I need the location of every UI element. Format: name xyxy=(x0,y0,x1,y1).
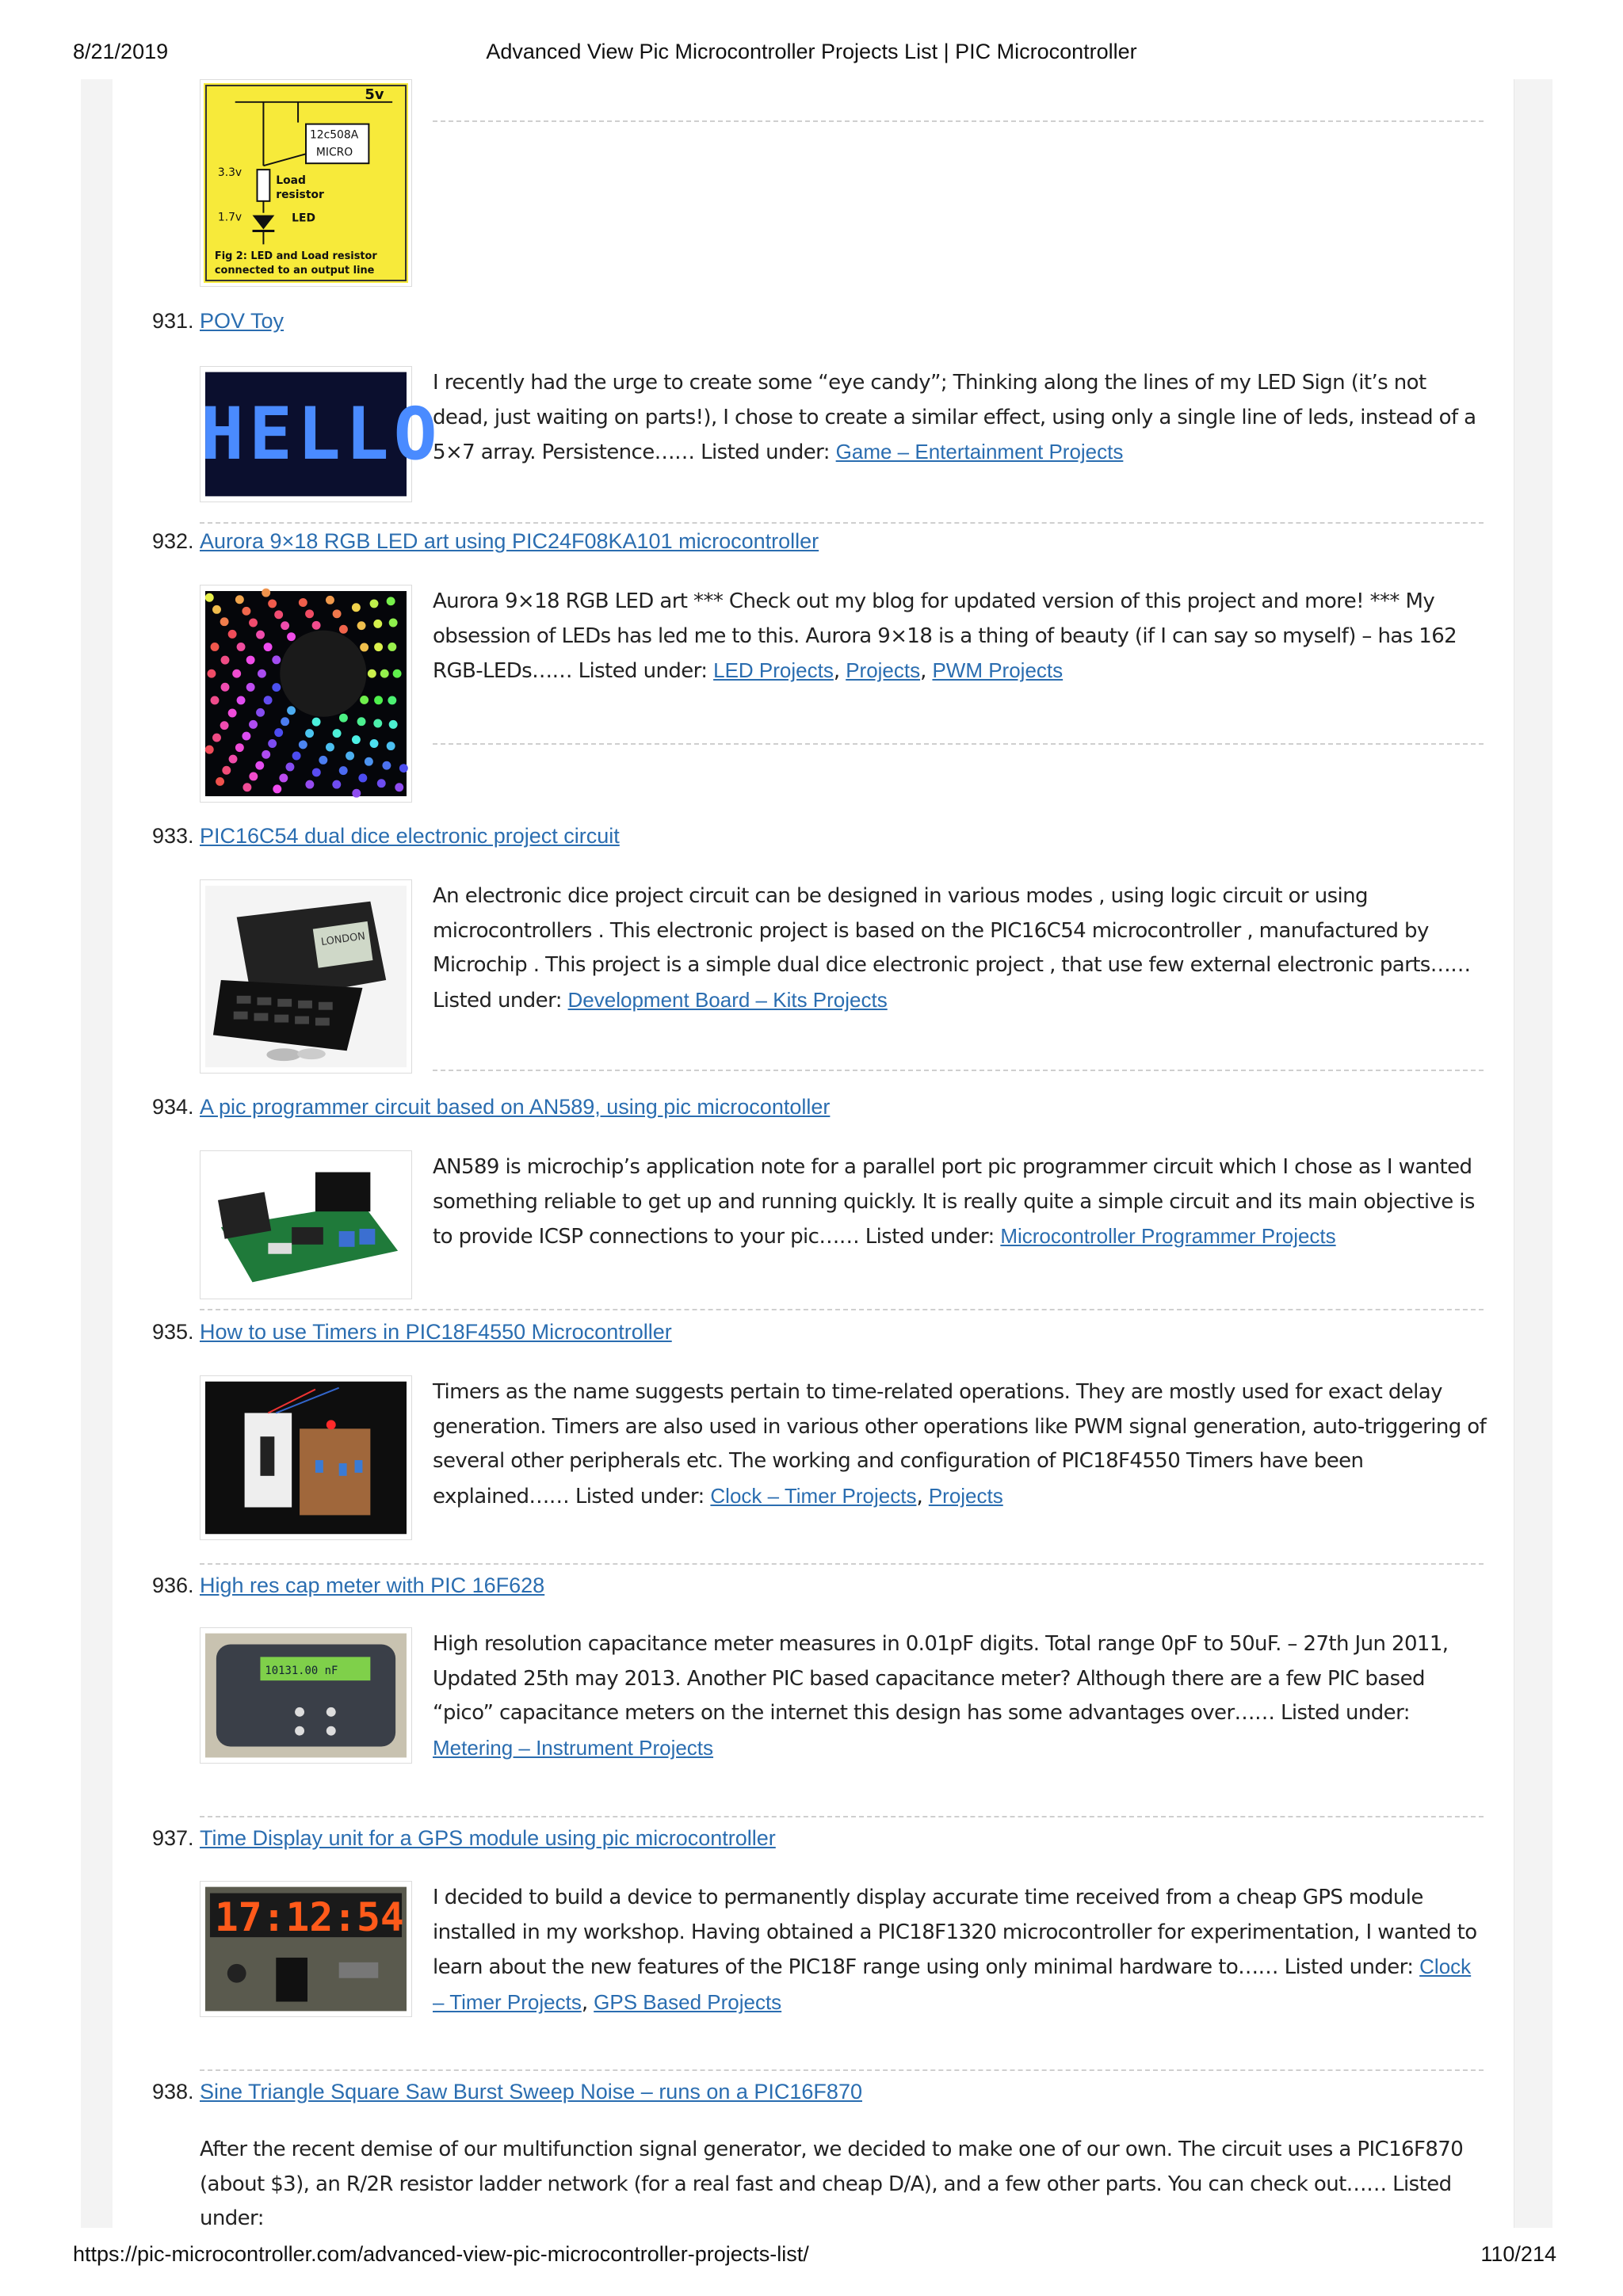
aurora-led-dot xyxy=(395,783,403,791)
aurora-led-dot xyxy=(216,777,224,786)
led-label: LED xyxy=(292,212,315,225)
category-link[interactable]: Development Board – Kits Projects xyxy=(567,987,888,1012)
aurora-led-dot xyxy=(399,764,408,772)
print-url: https://pic-microcontroller.com/advanced-view-pic-microcontroller-projects-list/ xyxy=(73,2242,809,2266)
aurora-led-dot xyxy=(228,709,237,718)
voltage-1v7-label: 1.7v xyxy=(217,211,242,224)
voltage-5v-label: 5v xyxy=(365,86,384,103)
resistor-label: resistor xyxy=(276,188,324,201)
aurora-led-dot xyxy=(232,669,241,678)
aurora-led-dot xyxy=(222,766,231,775)
aurora-led-dot xyxy=(360,696,369,704)
page-number: 110/214 xyxy=(1480,2242,1556,2266)
separator xyxy=(433,743,1484,745)
aurora-led-dot xyxy=(312,718,321,727)
voltage-3v3-label: 3.3v xyxy=(217,166,242,180)
aurora-led-dot xyxy=(258,669,266,678)
pic-programmer-thumbnail[interactable] xyxy=(200,1150,412,1299)
aurora-led-dot xyxy=(274,610,283,619)
aurora-led-dot xyxy=(389,619,398,627)
diagram-caption-1: Fig 2: LED and Load resistor xyxy=(214,250,377,263)
entry-description: I decided to build a device to permanently display accurate time received from a cheap GPS module installed in my workshop. Having obtained a PIC18F1320 microcontroller for experimentation, I wanted to learn about the new features of the PIC18F range using only minimal hardware to…… Listed under: Clock – Timer Projects, GPS Based Projects xyxy=(433,1886,1477,2015)
aurora-led-dot xyxy=(264,643,273,651)
category-link[interactable]: GPS Based Projects xyxy=(594,1989,782,2014)
entry-description: I recently had the urge to create some “eye candy”; Thinking along the lines of my LED Sign (it’s not dead, just waiting on parts!), I chose to create a similar effect, using only a single line of leds, instead of a 5×7 array. Persistence…… Listed under: Game – Entertainment Projects xyxy=(433,371,1476,464)
entry-description: After the recent demise of our multifunction signal generator, we decided to make one of our own. The circuit uses a PIC16F870 (about $3), an R/2R resistor ladder network (for a real fast and cheap D/A), and a few other parts. You can check out…… Listed under: xyxy=(200,2138,1464,2230)
aurora-led-dot xyxy=(373,719,382,728)
right-rail xyxy=(1514,79,1552,2228)
aurora-led-dot xyxy=(287,632,296,641)
entry-title-link[interactable]: Sine Triangle Square Saw Burst Sweep Noise – runs on a PIC16F870 xyxy=(200,2080,862,2103)
aurora-led-dot xyxy=(221,656,230,665)
aurora-led-dot xyxy=(382,761,391,770)
aurora-led-dot xyxy=(357,621,366,630)
aurora-led-dot xyxy=(221,683,230,692)
circuit-diagram-image xyxy=(204,83,408,283)
aurora-led-dot xyxy=(319,756,327,765)
category-link[interactable]: Game – Entertainment Projects xyxy=(835,440,1124,463)
aurora-led-dot xyxy=(205,593,214,602)
entry-number: 936. xyxy=(152,1573,194,1597)
aurora-led-dot xyxy=(387,597,395,605)
aurora-led-dot xyxy=(333,609,342,618)
aurora-led-dot xyxy=(212,605,221,614)
entry-number: 938. xyxy=(152,2080,194,2103)
gps-clock-thumbnail[interactable] xyxy=(200,1881,412,2017)
separator xyxy=(433,1070,1484,1071)
aurora-led-dot xyxy=(242,607,250,616)
aurora-led-dot xyxy=(380,669,389,678)
aurora-led-dot xyxy=(281,621,289,630)
device-screen-text: LONDON xyxy=(320,930,366,949)
aurora-led-dot xyxy=(264,696,273,704)
left-rail xyxy=(81,79,113,2228)
aurora-led-dot xyxy=(229,755,238,764)
aurora-led-dot xyxy=(352,789,361,798)
print-title: Advanced View Pic Microcontroller Projects List | PIC Microcontroller xyxy=(486,40,1137,63)
aurora-led-dot xyxy=(368,669,376,678)
timers-breadboard-thumbnail[interactable] xyxy=(200,1375,412,1540)
aurora-led-dot xyxy=(256,631,265,639)
aurora-led-dot xyxy=(374,696,383,704)
aurora-led-dot xyxy=(389,720,398,729)
print-date: 8/21/2019 xyxy=(73,40,169,63)
aurora-led-dot xyxy=(374,643,383,651)
aurora-led-dot xyxy=(326,743,334,752)
entry-number: 933. xyxy=(152,824,194,848)
separator xyxy=(433,120,1484,122)
aurora-led-dot xyxy=(373,620,382,628)
aurora-led-dot xyxy=(212,734,221,742)
entry-description: Aurora 9×18 RGB LED art *** Check out my blog for updated version of this project and more! *** My obsession of LEDs has led me to this. Aurora 9×18 is a thing of beauty (if I can say so myself) – has 162 RGB-LEDs…… Listed under: LED Projects, Projects, PWM Projects xyxy=(433,589,1457,683)
aurora-led-dot xyxy=(370,739,379,748)
aurora-led-dot xyxy=(272,655,281,664)
separator xyxy=(200,1309,1484,1310)
category-link[interactable]: Projects xyxy=(846,658,921,682)
aurora-led-dot xyxy=(286,763,295,772)
aurora-led-dot xyxy=(326,596,334,605)
aurora-led-dot xyxy=(305,609,314,618)
aurora-led-dot xyxy=(211,643,220,651)
category-link[interactable]: Clock – Timer Projects xyxy=(710,1483,917,1508)
aurora-led-dot xyxy=(388,643,396,651)
aurora-led-dot xyxy=(279,774,288,783)
aurora-led-dot xyxy=(312,768,321,776)
entry-title-link[interactable]: Time Display unit for a GPS module using pic microcontroller xyxy=(200,1826,776,1850)
aurora-led-dot xyxy=(346,752,354,761)
aurora-led-dot xyxy=(281,717,289,726)
aurora-led-dot xyxy=(339,714,348,723)
hello-led-text: HELLO xyxy=(200,391,442,476)
aurora-led-dot xyxy=(299,598,307,607)
aurora-led-dot xyxy=(292,752,301,761)
chip-label-1: 12c508A xyxy=(309,128,359,142)
aurora-led-dot xyxy=(207,669,216,678)
aurora-led-dot xyxy=(358,774,367,783)
aurora-led-dot xyxy=(299,740,307,749)
entry-description: An electronic dice project circuit can be designed in various modes , using logic circuit or using microcontrollers . This electronic project is based on the PIC16C54 microcontroller , manufactured by Microchip . This project is a simple dual dice electronic project , that use few external electronic parts…… Listed under: Development Board – Kits Projects xyxy=(433,884,1471,1013)
aurora-led-dot xyxy=(220,721,229,730)
entry-number: 935. xyxy=(152,1320,194,1344)
print-header xyxy=(0,40,1623,71)
clock-display-text: 17:12:54 xyxy=(214,1894,404,1941)
aurora-led-dot xyxy=(246,683,255,692)
entry-description: AN589 is microchip’s application note for a parallel port pic programmer circuit which I chose as I wanted something reliable to get up and running quickly. It is really quite a simple circuit and its main objective is to provide ICSP connections to your pic…… Listed under: Microcontroller Programmer Projects xyxy=(433,1155,1475,1249)
entry-title-link[interactable]: A pic programmer circuit based on AN589, using pic microcontoller xyxy=(200,1095,831,1119)
category-link[interactable]: Microcontroller Programmer Projects xyxy=(1000,1224,1336,1248)
aurora-led-dot xyxy=(352,603,361,612)
separator xyxy=(200,522,1484,524)
separator xyxy=(200,1563,1484,1565)
aurora-led-dot xyxy=(235,595,244,604)
aurora-led-dot xyxy=(237,643,246,651)
category-link[interactable]: PWM Projects xyxy=(932,658,1064,682)
aurora-led-thumbnail[interactable] xyxy=(200,585,412,803)
aurora-led-dot xyxy=(273,784,281,793)
aurora-led-dot xyxy=(333,729,342,738)
aurora-led-dot xyxy=(387,742,395,750)
load-label: Load xyxy=(276,174,306,187)
led-load-resistor-diagram xyxy=(200,79,412,287)
entry-title-link[interactable]: Aurora 9×18 RGB LED art using PIC24F08KA101 microcontroller xyxy=(200,529,819,553)
category-link[interactable]: Clock – Timer Projects xyxy=(433,1955,1472,2014)
aurora-led-dot xyxy=(211,696,220,704)
aurora-led-dot xyxy=(205,746,214,754)
aurora-led-dot xyxy=(228,630,237,639)
aurora-led-dot xyxy=(305,780,314,789)
entry-title-link[interactable]: High res cap meter with PIC 16F628 xyxy=(200,1573,545,1597)
category-link[interactable]: LED Projects xyxy=(713,658,834,682)
cap-meter-thumbnail[interactable] xyxy=(200,1627,412,1764)
category-link[interactable]: Projects xyxy=(928,1483,1003,1508)
aurora-led-dot xyxy=(388,696,396,704)
aurora-led-dot xyxy=(242,732,250,741)
pov-toy-thumbnail[interactable] xyxy=(200,366,442,502)
entry-number: 932. xyxy=(152,529,194,553)
aurora-led-dot xyxy=(249,720,258,729)
aurora-led-dot xyxy=(237,696,246,704)
aurora-led-dot xyxy=(312,621,321,630)
aurora-led-dot xyxy=(246,656,255,665)
entry-title-link[interactable]: How to use Timers in PIC18F4550 Microcontroller xyxy=(200,1320,672,1344)
category-link[interactable]: Metering – Instrument Projects xyxy=(433,1735,714,1760)
aurora-led-dot xyxy=(220,617,229,626)
aurora-led-dot xyxy=(305,729,314,738)
entry-title-link[interactable]: PIC16C54 dual dice electronic project circuit xyxy=(200,824,620,848)
entry-description: Timers as the name suggests pertain to time-related operations. They are mostly used for exact delay generation. Timers are also used in various other operations like PWM signal generation, auto-triggering of several other peripherals etc. The working and configuration of PIC18F4550 Timers have been explained…… Listed under: Clock – Timer Projects, Projects xyxy=(433,1380,1487,1508)
aurora-led-dot xyxy=(262,589,270,597)
separator xyxy=(200,1816,1484,1817)
aurora-led-dot xyxy=(377,779,386,788)
aurora-led-dot xyxy=(365,757,373,766)
entry-number: 934. xyxy=(152,1095,194,1119)
aurora-led-dot xyxy=(360,643,369,652)
entry-number: 937. xyxy=(152,1826,194,1850)
aurora-led-dot xyxy=(256,708,265,717)
aurora-led-dot xyxy=(357,717,366,726)
aurora-led-dot xyxy=(268,739,277,748)
aurora-led-dot xyxy=(255,761,264,770)
aurora-led-dot xyxy=(262,750,270,759)
aurora-led-dot xyxy=(393,669,402,678)
entry-number: 931. xyxy=(152,309,194,333)
entry-description: High resolution capacitance meter measures in 0.01pF digits. Total range 0pF to 50uF. – 27th Jun 2011, Updated 25th may 2013. Another PIC based capacitance meter? Although there are a few PIC based “pico” capacitance meters on the internet this design has some advantages over…… Listed under: Metering – Instrument Projects xyxy=(433,1632,1449,1760)
aurora-led-dot xyxy=(339,766,348,775)
dice-device-thumbnail[interactable] xyxy=(200,879,412,1074)
diagram-caption-2: connected to an output line xyxy=(214,265,375,277)
chip-label-2: MICRO xyxy=(315,146,353,159)
aurora-led-dot xyxy=(339,625,348,634)
aurora-led-dot xyxy=(287,706,296,715)
aurora-led-dot xyxy=(242,783,251,791)
aurora-led-dot xyxy=(268,599,277,608)
aurora-led-dot xyxy=(249,619,258,627)
aurora-led-dot xyxy=(235,743,244,752)
aurora-led-dot xyxy=(272,683,281,692)
aurora-led-dot xyxy=(332,780,341,789)
aurora-led-dot xyxy=(249,772,258,781)
meter-display-text: 10131.00 nF xyxy=(265,1665,338,1678)
aurora-led-dot xyxy=(352,735,361,744)
aurora-led-dot xyxy=(370,599,379,608)
separator xyxy=(200,2069,1484,2071)
entry-title-link[interactable]: POV Toy xyxy=(200,309,285,333)
aurora-led-dot xyxy=(274,728,283,737)
